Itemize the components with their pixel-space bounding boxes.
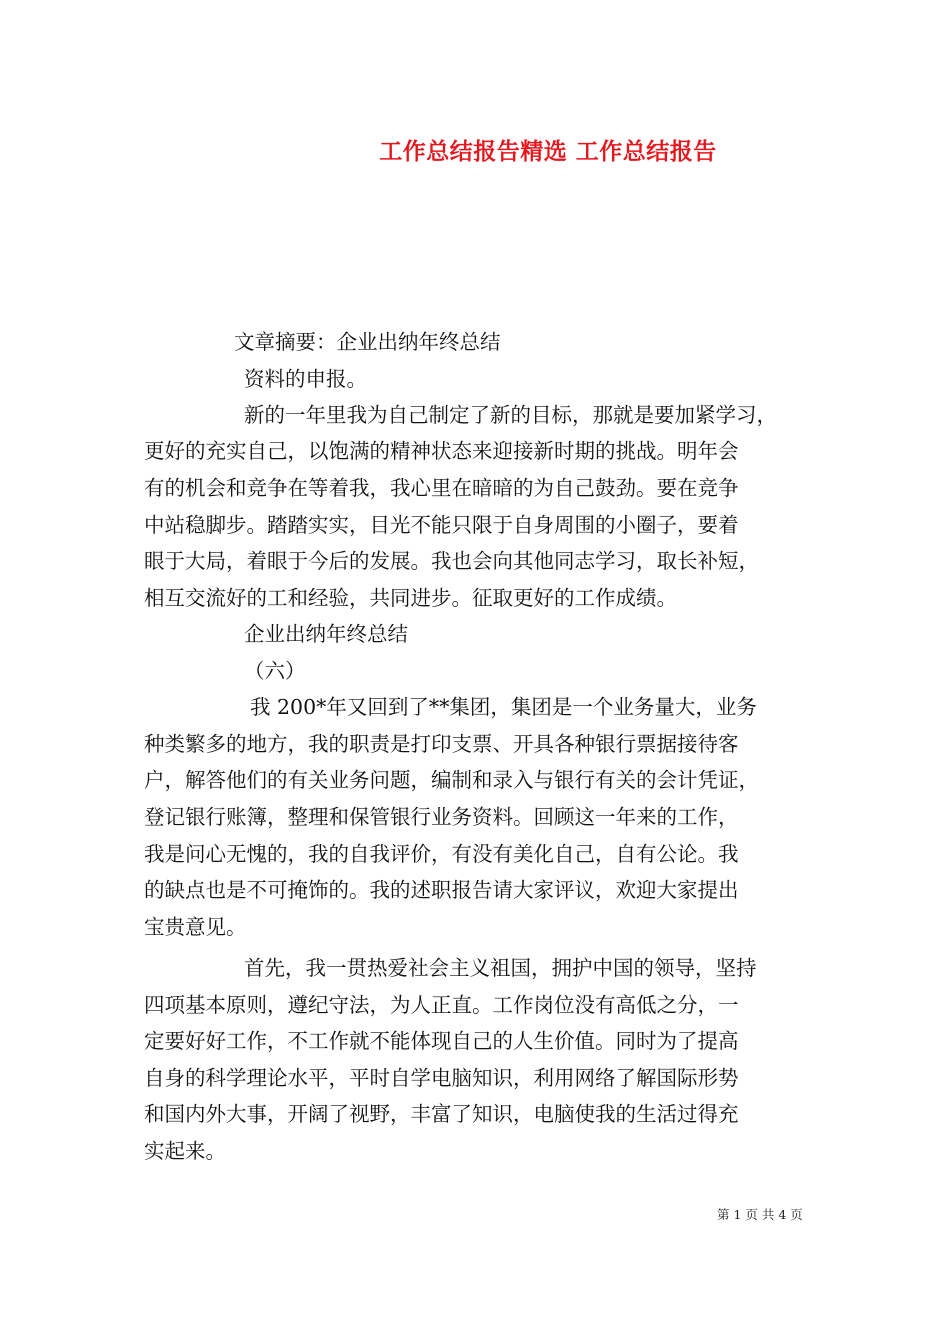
page-footer: 第 1 页 共 4 页 bbox=[717, 1207, 803, 1222]
text-line: 更好的充实自己，以饱满的精神状态来迎接新时期的挑战。明年会 bbox=[144, 439, 739, 463]
section-number: （六） bbox=[244, 659, 306, 683]
text-line: 的缺点也是不可掩饰的。我的述职报告请大家评议，欢迎大家提出 bbox=[144, 878, 739, 902]
text-line: 我是问心无愧的，我的自我评价，有没有美化自己，自有公论。我 bbox=[144, 842, 739, 866]
text-line: 登记银行账簿，整理和保管银行业务资料。回顾这一年来的工作， bbox=[144, 805, 739, 829]
text-line: 户，解答他们的有关业务问题，编制和录入与银行有关的会计凭证， bbox=[144, 768, 759, 792]
text-line: 实起来。 bbox=[144, 1139, 226, 1163]
text-line: 新的一年里我为自己制定了新的目标，那就是要加紧学习， bbox=[244, 403, 777, 427]
text-line: 定要好好工作，不工作就不能体现自己的人生价值。同时为了提高 bbox=[144, 1029, 739, 1053]
text-line: 自身的科学理论水平，平时自学电脑知识，利用网络了解国际形势 bbox=[144, 1066, 739, 1090]
text-line: 我 200*年又回到了**集团，集团是一个业务量大，业务 bbox=[250, 695, 757, 719]
text-line: 文章摘要：企业出纳年终总结 bbox=[234, 330, 501, 354]
text-line: 中站稳脚步。踏踏实实，目光不能只限于自身周围的小圈子，要着 bbox=[144, 513, 739, 537]
text-line: 首先，我一贯热爱社会主义祖国，拥护中国的领导，坚持 bbox=[244, 956, 757, 980]
text-line: 宝贵意见。 bbox=[144, 915, 247, 939]
document-title: 工作总结报告精选 工作总结报告 bbox=[379, 138, 717, 165]
text-line: 有的机会和竞争在等着我，我心里在暗暗的为自己鼓劲。要在竞争 bbox=[144, 476, 739, 500]
text-line: 眼于大局，着眼于今后的发展。我也会向其他同志学习，取长补短， bbox=[144, 549, 759, 573]
text-line: 种类繁多的地方，我的职责是打印支票、开具各种银行票据接待客 bbox=[144, 732, 739, 756]
text-line: 四项基本原则，遵纪守法，为人正直。工作岗位没有高低之分，一 bbox=[144, 993, 739, 1017]
text-line: 相互交流好的工和经验，共同进步。征取更好的工作成绩。 bbox=[144, 586, 677, 610]
text-line: 资料的申报。 bbox=[244, 367, 367, 391]
text-line: 和国内外大事，开阔了视野，丰富了知识，电脑使我的生活过得充 bbox=[144, 1102, 739, 1126]
section-heading: 企业出纳年终总结 bbox=[244, 622, 408, 646]
